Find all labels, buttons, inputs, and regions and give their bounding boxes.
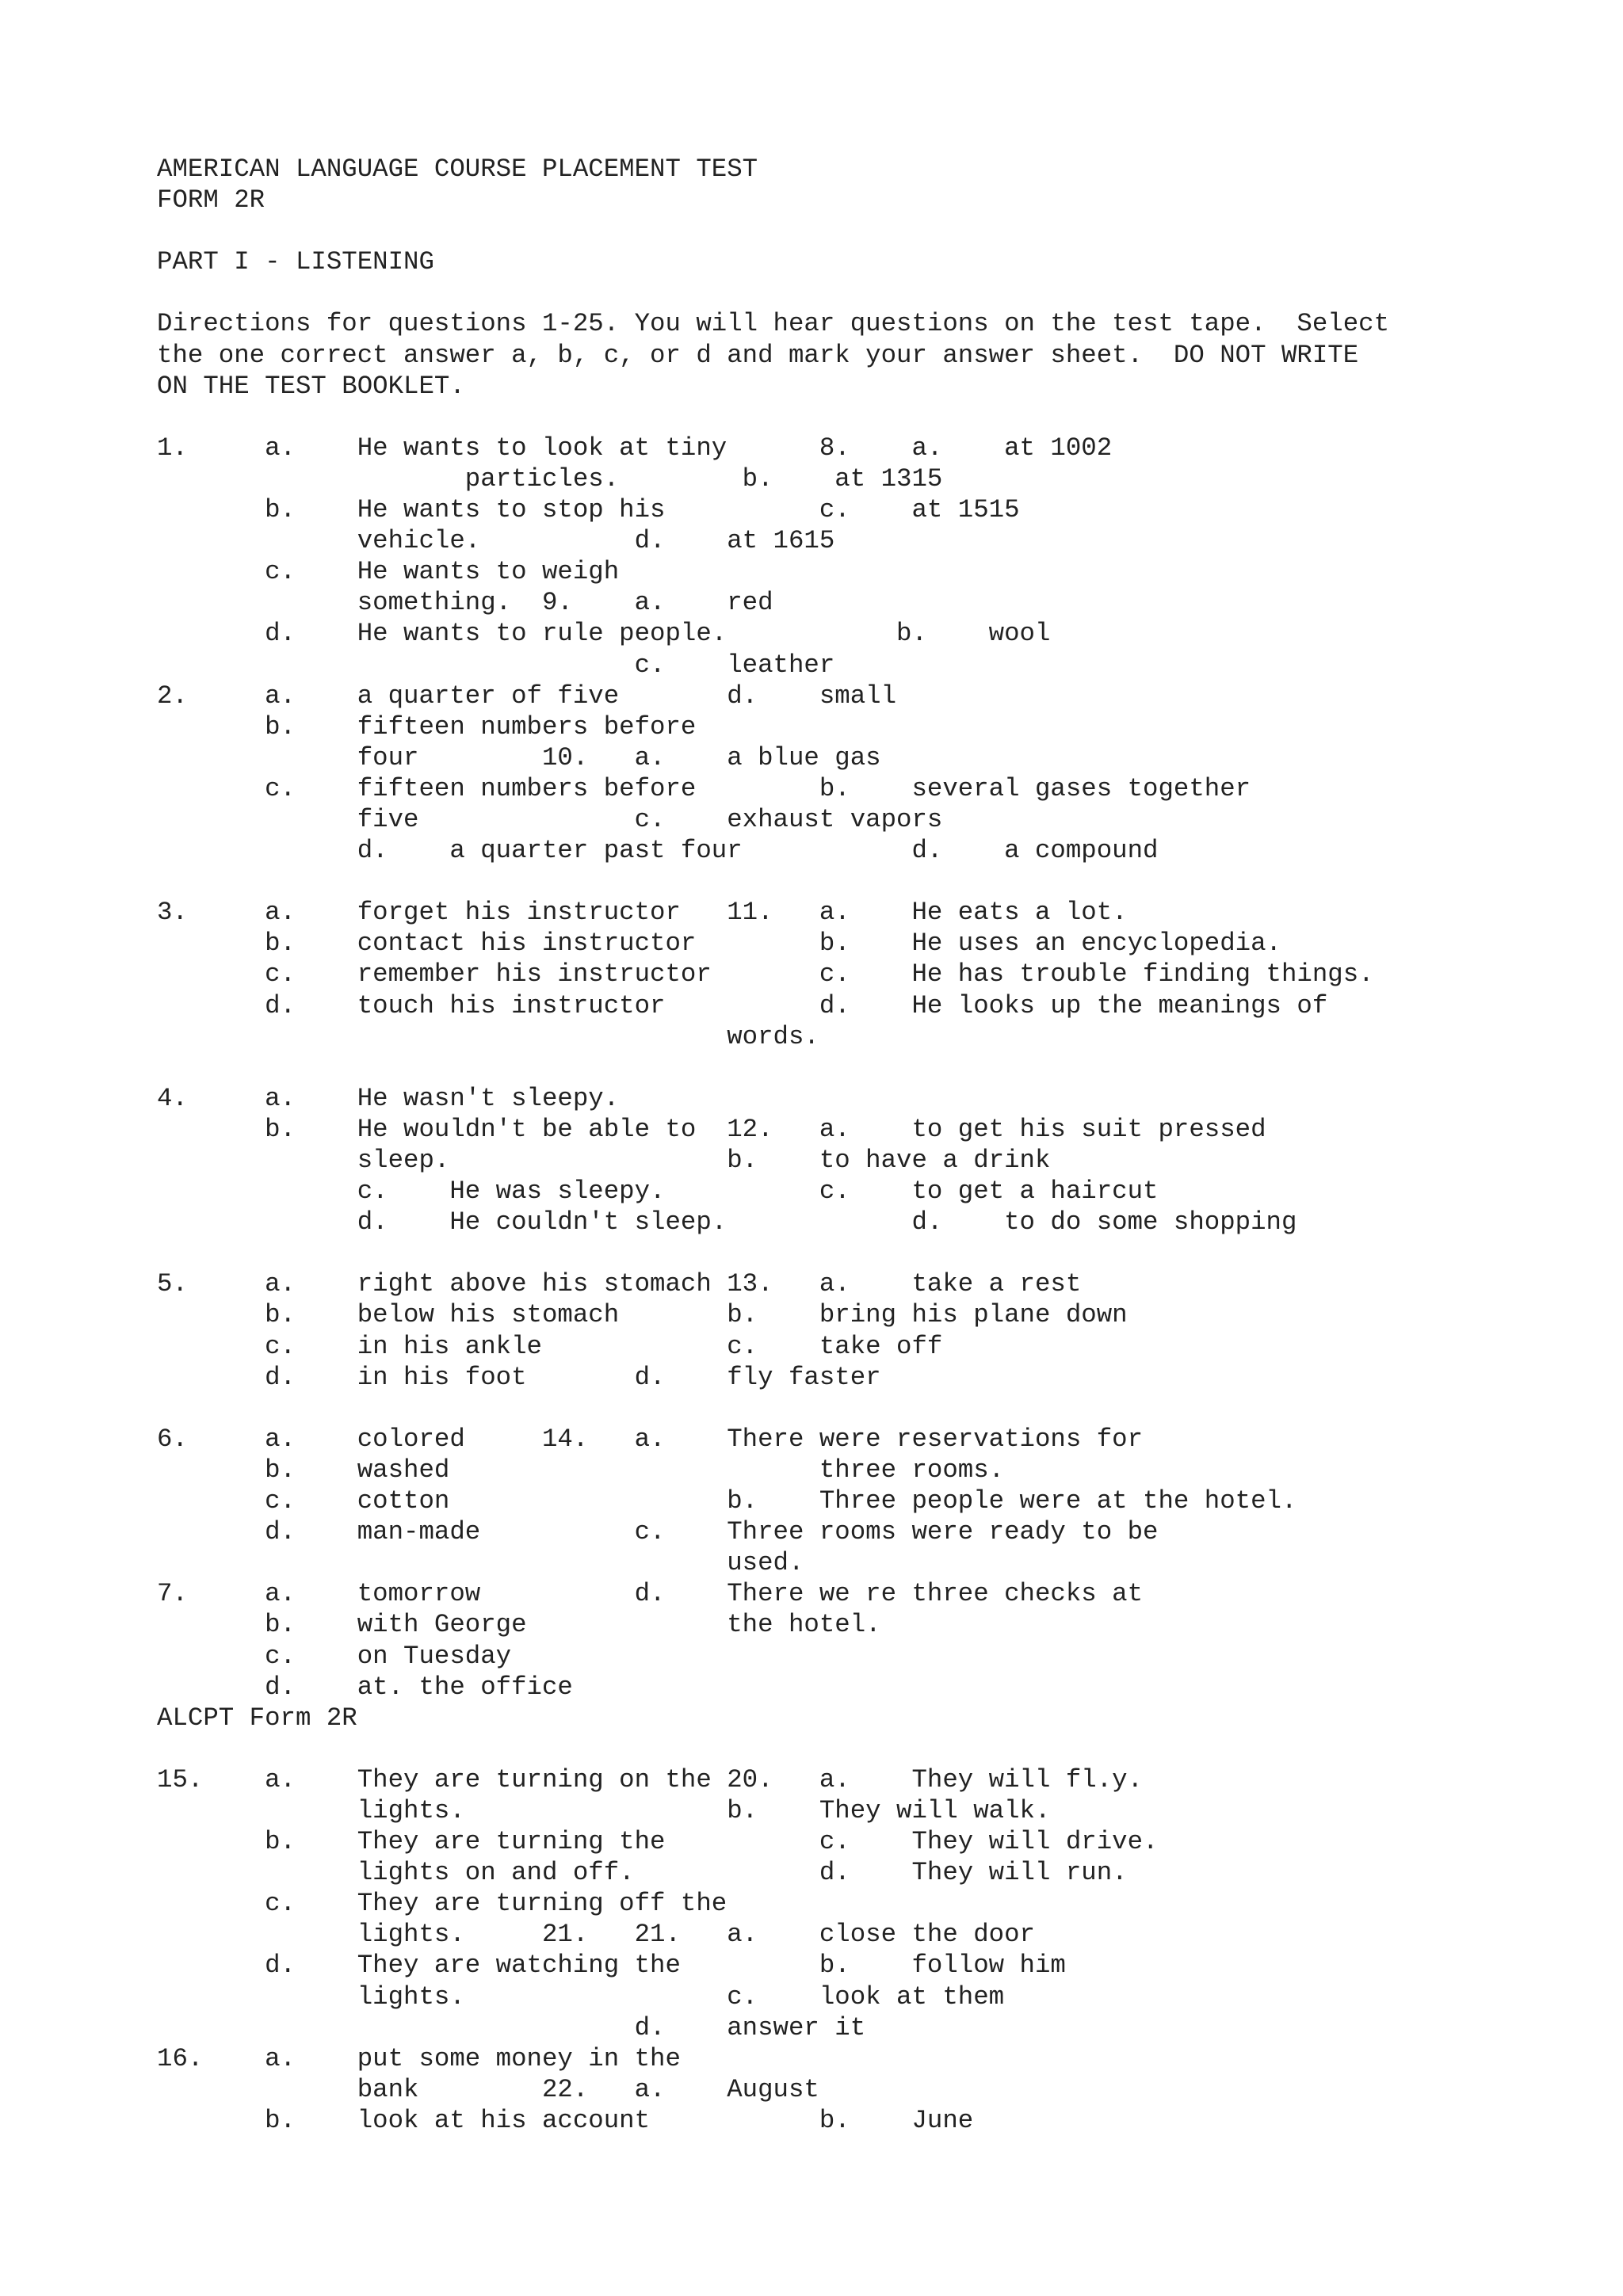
question-line: b. fifteen numbers before — [157, 711, 697, 742]
question-line: d. They are watching the b. follow him — [157, 1951, 1066, 1981]
question-line: d. man-made c. Three rooms were ready to be — [157, 1517, 1159, 1547]
page-footer: ALCPT Form 2R — [157, 1703, 357, 1733]
test-title: AMERICAN LANGUAGE COURSE PLACEMENT TEST — [157, 154, 758, 184]
question-line: used. — [157, 1548, 804, 1578]
directions-line: the one correct answer a, b, c, or d and mark your answer sheet. DO NOT WRITE — [157, 340, 1359, 370]
question-line: b. They are turning the c. They will drive. — [157, 1827, 1159, 1857]
question-line: b. contact his instructor b. He uses an encyclopedia. — [157, 929, 1281, 959]
part-heading: PART I - LISTENING — [157, 247, 434, 277]
question-line: c. He was sleepy. c. to get a haircut — [157, 1177, 1159, 1207]
question-line: lights. b. They will walk. — [157, 1795, 1051, 1825]
question-line: d. answer it — [157, 2012, 866, 2042]
question-line: b. He wants to stop his c. at 1515 — [157, 495, 1020, 525]
question-line: b. washed three rooms. — [157, 1455, 1005, 1485]
test-booklet-text — [157, 154, 1389, 2136]
question-line: something. 9. a. red — [157, 588, 773, 618]
directions-line: Directions for questions 1-25. You will hear questions on the test tape. Select — [157, 309, 1390, 339]
form-label: FORM 2R — [157, 185, 265, 215]
question-line: c. They are turning off the — [157, 1889, 727, 1919]
directions-line: ON THE TEST BOOKLET. — [157, 371, 465, 401]
question-line: 16. a. put some money in the — [157, 2043, 681, 2073]
question-line: 6. a. colored 14. a. There were reservations for — [157, 1424, 1144, 1454]
question-line: c. on Tuesday — [157, 1641, 512, 1671]
question-line: particles. b. at 1315 — [157, 463, 943, 494]
question-line: d. a quarter past four d. a compound — [157, 836, 1159, 866]
question-line: 5. a. right above his stomach 13. a. take a rest — [157, 1269, 1082, 1299]
question-line: four 10. a. a blue gas — [157, 742, 881, 772]
question-line: five c. exhaust vapors — [157, 804, 943, 834]
question-line: 4. a. He wasn't sleepy. — [157, 1083, 620, 1113]
question-line: d. touch his instructor d. He looks up the meanings of — [157, 990, 1328, 1020]
question-line: c. fifteen numbers before b. several gases together — [157, 773, 1251, 803]
question-line: b. with George the hotel. — [157, 1610, 881, 1640]
question-line: c. cotton b. Three people were at the hotel. — [157, 1486, 1297, 1516]
question-line: d. in his foot d. fly faster — [157, 1362, 881, 1392]
question-line: lights. c. look at them — [157, 1981, 1005, 2012]
question-line: 1. a. He wants to look at tiny 8. a. at 1002 — [157, 433, 1113, 463]
question-line: lights on and off. d. They will run. — [157, 1858, 1128, 1888]
question-line: c. He wants to weigh — [157, 557, 620, 587]
question-line: d. at. the office — [157, 1672, 573, 1702]
question-line: c. remember his instructor c. He has trouble finding things. — [157, 959, 1374, 990]
question-line: vehicle. d. at 1615 — [157, 526, 835, 556]
question-line: c. leather — [157, 650, 835, 680]
question-line: words. — [157, 1021, 819, 1051]
question-line: sleep. b. to have a drink — [157, 1146, 1051, 1175]
question-line: c. in his ankle c. take off — [157, 1331, 943, 1361]
question-line: 7. a. tomorrow d. There we re three checks at — [157, 1579, 1144, 1609]
question-line: b. look at his account b. June — [157, 2105, 974, 2135]
question-line: d. He wants to rule people. b. wool — [157, 619, 1051, 649]
question-line: 15. a. They are turning on the 20. a. They will fl.y. — [157, 1764, 1144, 1794]
question-line: b. below his stomach b. bring his plane down — [157, 1300, 1128, 1330]
question-line: 3. a. forget his instructor 11. a. He eats a lot. — [157, 898, 1128, 928]
question-line: bank 22. a. August — [157, 2074, 819, 2104]
question-line: d. He couldn't sleep. d. to do some shopping — [157, 1207, 1297, 1238]
question-line: 2. a. a quarter of five d. small — [157, 681, 897, 711]
question-line: lights. 21. 21. a. close the door — [157, 1920, 1035, 1950]
question-line: b. He wouldn't be able to 12. a. to get his suit pressed — [157, 1114, 1266, 1144]
